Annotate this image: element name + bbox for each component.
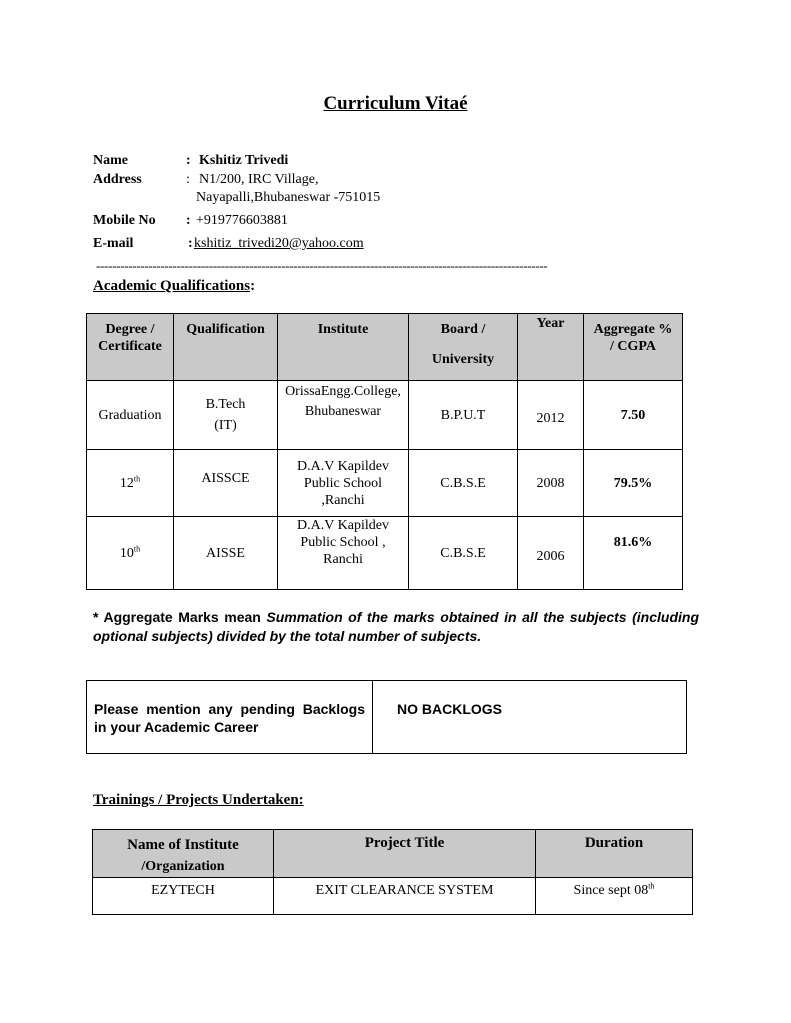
academic-table bbox=[86, 313, 683, 590]
address-line-2: Nayapalli,Bhubaneswar -751015 bbox=[196, 190, 381, 205]
qualification-cell: B.Tech (IT) bbox=[174, 381, 278, 450]
aggregate-note bbox=[93, 608, 699, 646]
board-cell: C.B.S.E bbox=[409, 450, 518, 517]
academic-heading-text: Academic Qualifications bbox=[93, 278, 251, 294]
name-label: Name bbox=[93, 153, 128, 168]
qualification-header: Qualification bbox=[174, 314, 278, 381]
mobile-label: Mobile No bbox=[93, 213, 156, 228]
degree-cell: 12th bbox=[87, 450, 174, 517]
duration-header: Duration bbox=[536, 830, 693, 878]
aggregate-cell: 79.5% bbox=[584, 450, 683, 517]
academic-header-row bbox=[87, 314, 683, 381]
degree-header: Degree / Certificate bbox=[87, 314, 174, 381]
address-separator: : bbox=[186, 172, 190, 187]
project-title-header: Project Title bbox=[274, 830, 536, 878]
qualification-cell: AISSE bbox=[174, 517, 278, 590]
email-link[interactable]: kshitiz_trivedi20@yahoo.com bbox=[194, 236, 364, 251]
note-prefix: * Aggregate Marks mean bbox=[93, 609, 261, 625]
table-row bbox=[87, 450, 683, 517]
year-cell: 2008 bbox=[518, 450, 584, 517]
backlog-question: Please mention any pending Backlogs in your Academic Career bbox=[87, 681, 373, 754]
address-label: Address bbox=[93, 172, 142, 187]
table-row bbox=[87, 381, 683, 450]
degree-cell: Graduation bbox=[87, 381, 174, 450]
year-cell: 2006 bbox=[518, 517, 584, 590]
name-value: Kshitiz Trivedi bbox=[199, 153, 289, 168]
trainings-table bbox=[92, 829, 693, 915]
academic-heading-colon: : bbox=[250, 278, 256, 294]
academic-heading bbox=[93, 278, 255, 295]
backlog-answer: NO BACKLOGS bbox=[373, 681, 687, 754]
table-row bbox=[87, 517, 683, 590]
project-title-cell: EXIT CLEARANCE SYSTEM bbox=[274, 878, 536, 915]
address-line-1: N1/200, IRC Village, bbox=[199, 172, 319, 187]
year-header: Year bbox=[518, 314, 584, 381]
trainings-header-row bbox=[93, 830, 693, 878]
aggregate-cell: 7.50 bbox=[584, 381, 683, 450]
aggregate-header: Aggregate % / CGPA bbox=[584, 314, 683, 381]
qualification-cell: AISSCE bbox=[174, 450, 278, 517]
board-cell: C.B.S.E bbox=[409, 517, 518, 590]
note-definition: Summation of the marks obtained in all the subjects (including optional subjects) divided by the total number of subjects. bbox=[93, 609, 700, 644]
separator-line: ---------------------------------------------------------------------------------------------------------------- bbox=[96, 258, 548, 273]
table-row bbox=[87, 681, 687, 754]
email-separator: : bbox=[188, 236, 193, 251]
aggregate-cell: 81.6% bbox=[584, 517, 683, 590]
institute-cell: D.A.V Kapildev Public School ,Ranchi bbox=[278, 450, 409, 517]
board-header: Board / University bbox=[409, 314, 518, 381]
year-cell: 2012 bbox=[518, 381, 584, 450]
board-cell: B.P.U.T bbox=[409, 381, 518, 450]
mobile-value: +919776603881 bbox=[196, 213, 288, 228]
document-title: Curriculum Vitaé bbox=[323, 93, 468, 114]
name-separator: : bbox=[186, 153, 191, 168]
institute-org-cell: EZYTECH bbox=[93, 878, 274, 915]
trainings-heading: Trainings / Projects Undertaken: bbox=[93, 792, 304, 808]
table-row bbox=[93, 878, 693, 915]
mobile-separator: : bbox=[186, 213, 191, 228]
degree-cell: 10th bbox=[87, 517, 174, 590]
email-label: E-mail bbox=[93, 236, 134, 251]
institute-org-header: Name of Institute /Organization bbox=[93, 830, 274, 878]
backlog-table bbox=[86, 680, 687, 754]
duration-cell: Since sept 08th bbox=[536, 878, 693, 915]
institute-cell: OrissaEngg.College, Bhubaneswar bbox=[278, 381, 409, 450]
institute-cell: D.A.V Kapildev Public School , Ranchi bbox=[278, 517, 409, 590]
institute-header: Institute bbox=[278, 314, 409, 381]
